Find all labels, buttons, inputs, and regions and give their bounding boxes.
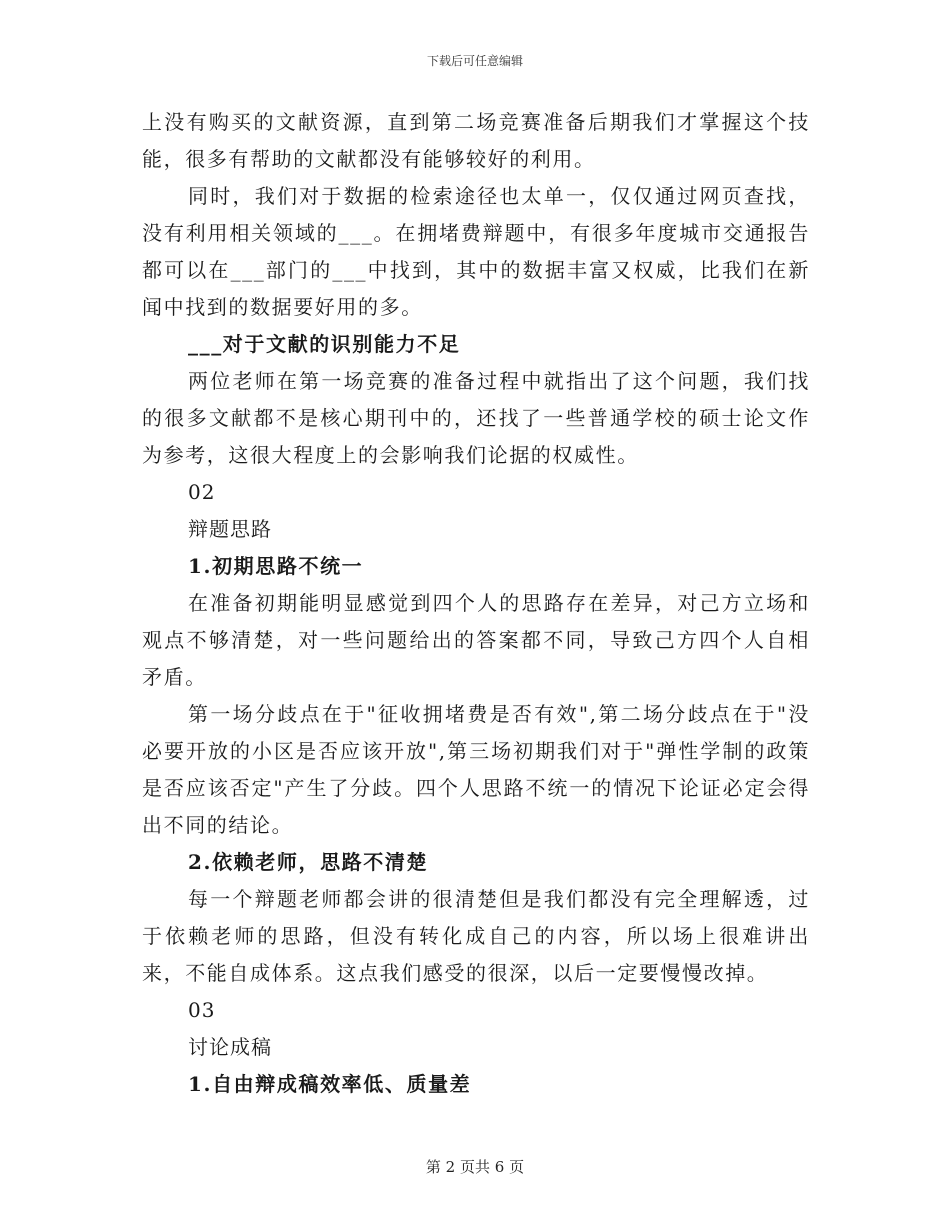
paragraph-search-channels: 同时，我们对于数据的检索途径也太单一，仅仅通过网页查找，没有利用相关领域的___。在拥堵费辩题中，有很多年度城市交通报告都可以在___部门的___中找到，其中的数据丰富又权威，比我们在新闻中找到的数据要好用的多。	[142, 184, 810, 319]
section-title-drafting: 讨论成稿	[188, 1035, 272, 1059]
paragraph-continued: 上没有购买的文献资源，直到第二场竞赛准备后期我们才掌握这个技能，很多有帮助的文献都没有能够较好的利用。	[142, 110, 810, 171]
subheading-free-debate-drafting: 1.自由辩成稿效率低、质量差	[188, 1072, 472, 1096]
section-title-debate-thinking: 辩题思路	[188, 517, 272, 541]
section-number-02: 02	[188, 480, 216, 504]
paragraph-disagreements: 第一场分歧点在于"征收拥堵费是否有效",第二场分歧点在于"没必要开放的小区是否应该开放",第三场初期我们对于"弹性学制的政策是否应该否定"产生了分歧。四个人思路不统一的情况下论证必定会得出不同的结论。	[142, 702, 810, 837]
page-header: 下载后可任意编辑	[426, 54, 523, 68]
paragraph-initial-thinking: 在准备初期能明显感觉到四个人的思路存在差异，对己方立场和观点不够清楚，对一些问题给出的答案都不同，导致己方四个人自相矛盾。	[142, 591, 810, 689]
subheading-literature-identification: ___对于文献的识别能力不足	[188, 332, 461, 356]
subheading-initial-thinking: 1.初期思路不统一	[188, 554, 364, 578]
subheading-reliance-on-teachers: 2.依赖老师，思路不清楚	[188, 850, 429, 874]
document-body	[142, 104, 810, 1103]
paragraph-reliance-on-teachers: 每一个辩题老师都会讲的很清楚但是我们都没有完全理解透，过于依赖老师的思路，但没有转化成自己的内容，所以场上很难讲出来，不能自成体系。这点我们感受的很深，以后一定要慢慢改掉。	[142, 887, 810, 985]
section-number-03: 03	[188, 998, 216, 1022]
page-footer: 第 2 页共 6 页	[425, 1158, 525, 1176]
paragraph-literature-identification: 两位老师在第一场竞赛的准备过程中就指出了这个问题，我们找的很多文献都不是核心期刊中的，还找了一些普通学校的硕士论文作为参考，这很大程度上的会影响我们论据的权威性。	[142, 369, 810, 467]
